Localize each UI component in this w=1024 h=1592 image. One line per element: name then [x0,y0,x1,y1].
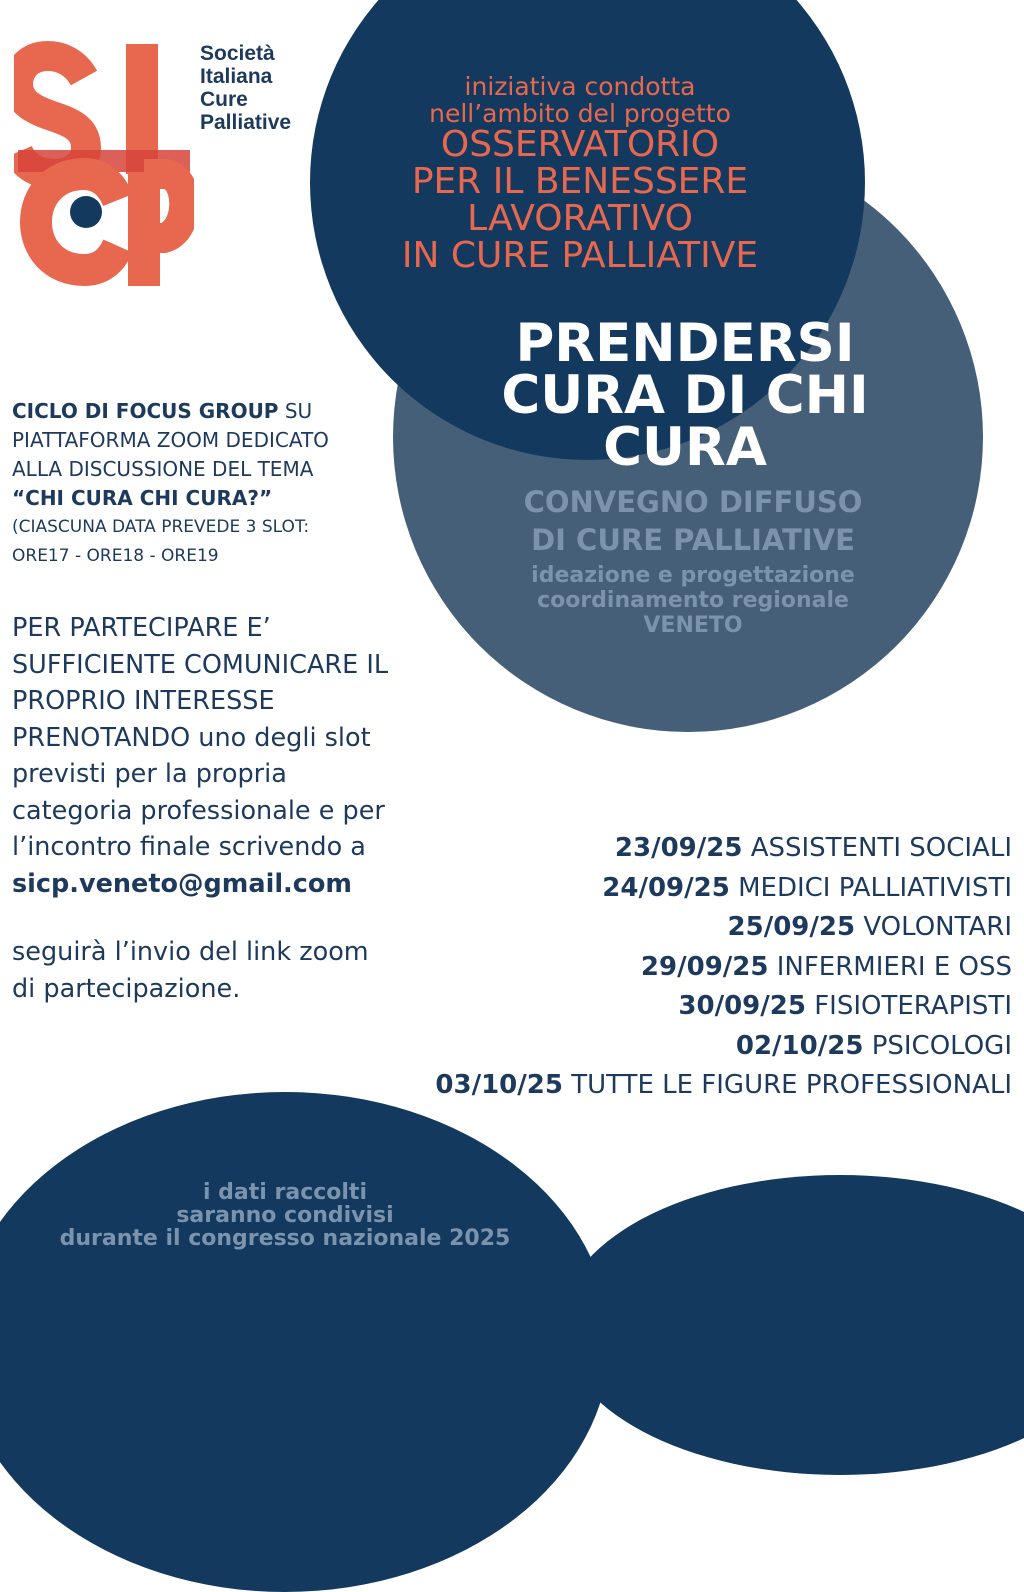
main-title [470,313,900,478]
focus-group-info [12,397,412,571]
ideazione-line: VENETO [643,613,743,638]
convegno-heading [478,483,908,559]
footer-note [20,1181,550,1250]
participation-line: previsti per la propria [12,759,287,789]
project-intro [330,73,830,127]
participation-line: categoria professionale e per [12,795,385,826]
footer-line: durante il congresso nazionale 2025 [59,1226,511,1251]
sicp-logo [14,40,194,290]
focus-heading: CICLO DI FOCUS GROUP [12,399,279,423]
schedule-label: FISIOTERAPISTI [814,991,1012,1021]
bottom-right-circle [560,1175,1024,1475]
schedule-date: 24/09/25 [602,872,730,903]
footer-line: saranno condivisi [176,1203,394,1228]
focus-text: PIATTAFORMA ZOOM DEDICATO [12,428,329,452]
main-title-line: CURA DI CHI [501,365,869,426]
convegno-line: DI CURE PALLIATIVE [531,523,855,557]
ideazione-line: ideazione e progettazione [531,563,855,588]
schedule-label: TUTTE LE FIGURE PROFESSIONALI [571,1070,1012,1100]
schedule-row [372,1066,1012,1106]
project-name-line: OSSERVATORIO [440,124,720,165]
footer-line: i dati raccolti [202,1180,367,1205]
participation-line: PER PARTECIPARE E’ [12,613,271,643]
project-name [330,126,830,274]
follow-up-info [12,934,432,1007]
ideazione-text [478,563,908,638]
ideazione-line: coordinamento regionale [537,588,849,613]
logo-line: Palliative [200,111,292,134]
logo-wordmark [200,42,291,134]
project-name-line: IN CURE PALLIATIVE [401,235,759,276]
participation-line: l’incontro finale scrivendo a [12,832,366,862]
schedule-label: VOLONTARI [863,912,1012,942]
project-intro-line: iniziativa condotta [464,72,696,101]
focus-slots: (CIASCUNA DATA PREVEDE 3 SLOT: [12,517,310,537]
focus-slots: ORE17 - ORE18 - ORE19 [12,546,219,566]
schedule-row [372,987,1012,1027]
project-name-line: LAVORATIVO [467,198,693,239]
schedule-label: ASSISTENTI SOCIALI [750,833,1012,863]
logo-line: Italiana [200,65,273,88]
focus-text: ALLA DISCUSSIONE DEL TEMA [12,457,314,481]
logo-line: Cure [200,88,248,111]
schedule-row [372,869,1012,909]
schedule-list [372,829,1012,1106]
schedule-date: 03/10/25 [435,1070,563,1100]
schedule-label: PSICOLOGI [871,1030,1012,1061]
schedule-row [372,948,1012,988]
participation-info [12,610,432,902]
project-name-line: PER IL BENESSERE [411,161,749,202]
project-intro-line: nell’ambito del progetto [429,99,731,128]
schedule-date: 25/09/25 [727,912,856,942]
focus-theme: “CHI CURA CHI CURA?” [12,486,273,510]
follow-up-line: seguirà l’invio del link zoom [12,937,369,967]
focus-text: SU [278,399,313,423]
schedule-label: INFERMIERI E OSS [776,951,1012,982]
schedule-label: MEDICI PALLIATIVISTI [738,872,1012,903]
schedule-date: 23/09/25 [614,833,743,863]
schedule-row [372,908,1012,948]
contact-email[interactable]: sicp.veneto@gmail.com [12,868,352,899]
schedule-date: 29/09/25 [640,951,769,982]
convegno-line: CONVEGNO DIFFUSO [523,485,863,519]
main-title-line: PRENDERSI [515,313,855,374]
logo-line: Società [200,42,275,65]
schedule-date: 02/10/25 [735,1030,864,1061]
follow-up-line: di partecipazione. [12,973,241,1004]
participation-line: PRENOTANDO uno degli slot [12,722,371,753]
schedule-date: 30/09/25 [678,991,806,1021]
main-title-line: CURA [603,417,767,478]
schedule-row [372,1027,1012,1067]
participation-line: SUFFICIENTE COMUNICARE IL [12,649,389,680]
participation-line: PROPRIO INTERESSE [12,686,275,716]
schedule-row [372,829,1012,869]
bottom-left-circle [0,1092,610,1592]
